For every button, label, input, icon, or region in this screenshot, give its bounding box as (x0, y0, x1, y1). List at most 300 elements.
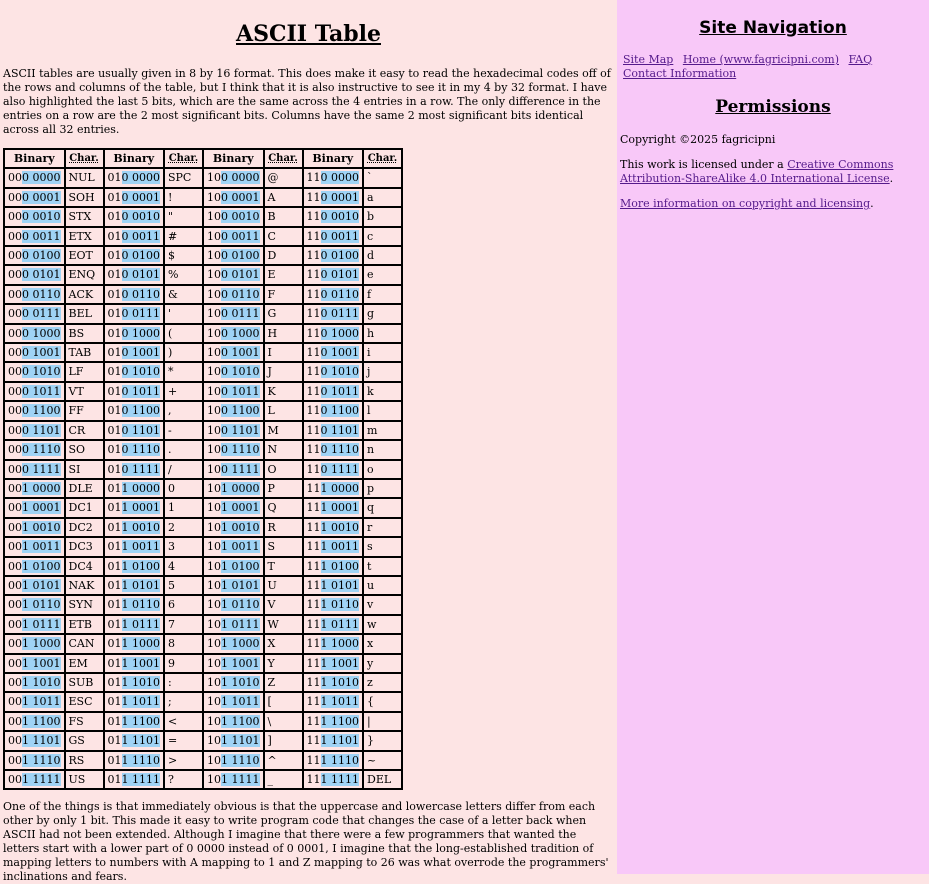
char-cell: ENQ (65, 265, 104, 284)
binary-prefix: 00 (8, 714, 22, 728)
binary-prefix: 00 (8, 190, 22, 204)
char-cell: 9 (164, 654, 203, 673)
char-cell: t (363, 557, 402, 576)
binary-low-bits: 1 1010 (121, 675, 160, 689)
binary-cell (104, 421, 165, 440)
char-cell: GS (65, 731, 104, 750)
char-cell: FS (65, 712, 104, 731)
binary-low-bits: 0 0011 (221, 229, 260, 243)
binary-cell (303, 304, 364, 323)
char-cell: + (164, 382, 203, 401)
binary-cell (203, 673, 264, 692)
char-cell: h (363, 324, 402, 343)
binary-prefix: 00 (8, 598, 22, 612)
binary-prefix: 00 (8, 617, 22, 631)
binary-prefix: 10 (207, 675, 221, 689)
char-cell: B (264, 207, 303, 226)
char-cell: M (264, 421, 303, 440)
binary-low-bits: 1 1001 (221, 656, 260, 670)
char-cell: ' (164, 304, 203, 323)
char-cell: F (264, 285, 303, 304)
binary-cell (4, 285, 65, 304)
binary-prefix: 11 (306, 365, 321, 379)
binary-cell (104, 634, 165, 653)
binary-prefix: 11 (306, 404, 321, 418)
binary-low-bits: 0 1000 (221, 326, 260, 340)
binary-low-bits: 1 1000 (121, 637, 160, 651)
binary-low-bits: 1 0010 (221, 520, 260, 534)
binary-prefix: 01 (107, 229, 122, 243)
char-cell: EOT (65, 246, 104, 265)
binary-prefix: 10 (207, 695, 221, 709)
binary-low-bits: 0 0010 (121, 210, 160, 224)
char-cell: u (363, 576, 402, 595)
binary-prefix: 00 (8, 326, 22, 340)
char-cell: : (164, 673, 203, 692)
char-cell: BS (65, 324, 104, 343)
binary-prefix: 10 (207, 307, 221, 321)
binary-low-bits: 1 0100 (320, 559, 359, 573)
char-cell: DC1 (65, 498, 104, 517)
char-cell: SI (65, 460, 104, 479)
char-cell: , (164, 401, 203, 420)
binary-prefix: 01 (107, 578, 122, 592)
table-row (4, 401, 402, 420)
binary-cell (104, 498, 165, 517)
char-cell: ^ (264, 751, 303, 770)
faq-link[interactable]: FAQ (848, 53, 873, 66)
char-cell: 4 (164, 557, 203, 576)
binary-cell (303, 188, 364, 207)
binary-cell (203, 207, 264, 226)
binary-low-bits: 1 0101 (121, 578, 160, 592)
header-binary: Binary (4, 149, 65, 168)
binary-prefix: 11 (306, 346, 321, 360)
binary-low-bits: 1 1100 (121, 714, 160, 728)
binary-cell (303, 615, 364, 634)
table-row (4, 479, 402, 498)
char-cell: 0 (164, 479, 203, 498)
binary-cell (303, 673, 364, 692)
char-cell: Q (264, 498, 303, 517)
char-cell: z (363, 673, 402, 692)
binary-cell (303, 343, 364, 362)
binary-cell (303, 654, 364, 673)
binary-prefix: 10 (207, 559, 221, 573)
binary-cell (4, 673, 65, 692)
table-header-row (4, 149, 402, 168)
binary-prefix: 11 (306, 578, 321, 592)
binary-prefix: 01 (107, 540, 122, 554)
binary-low-bits: 1 0010 (22, 520, 61, 534)
binary-low-bits: 0 0100 (22, 249, 61, 263)
binary-low-bits: 0 0111 (320, 307, 359, 321)
binary-prefix: 11 (306, 210, 321, 224)
char-cell: P (264, 479, 303, 498)
binary-low-bits: 1 1011 (22, 695, 61, 709)
binary-prefix: 01 (107, 714, 122, 728)
char-cell: } (363, 731, 402, 750)
char-cell: BEL (65, 304, 104, 323)
binary-low-bits: 0 0111 (121, 307, 160, 321)
binary-prefix: 00 (8, 171, 22, 185)
copyright-info-link[interactable]: More information on copyright and licensing (620, 197, 871, 210)
binary-cell (4, 207, 65, 226)
binary-cell (303, 518, 364, 537)
binary-low-bits: 1 0110 (221, 598, 260, 612)
char-cell: R (264, 518, 303, 537)
table-row (4, 421, 402, 440)
char-cell: STX (65, 207, 104, 226)
license-prefix: This work is licensed under a (620, 158, 788, 171)
binary-prefix: 00 (8, 520, 22, 534)
binary-prefix: 11 (306, 520, 321, 534)
binary-low-bits: 1 0011 (320, 540, 359, 554)
intro-paragraph: ASCII tables are usually given in 8 by 16 format. This does make it easy to read the hexadecimal codes off of the rows and columns of the table, but I think that it is also instructive to see it in my 4 by 32 format. I have also highlighted the last 5 bits, which are the same across the 4 entries in a row. The only difference in the entries on a row are the 2 most significant bits. Columns have the same 2 most significant bits identical across all 32 entries. (3, 67, 611, 136)
binary-cell (203, 479, 264, 498)
char-cell: _ (264, 770, 303, 789)
binary-prefix: 01 (107, 210, 122, 224)
binary-prefix: 10 (207, 540, 221, 554)
char-cell: i (363, 343, 402, 362)
binary-low-bits: 0 0001 (320, 190, 359, 204)
header-binary: Binary (104, 149, 165, 168)
site-map-link[interactable]: Site Map (623, 53, 674, 66)
char-cell: b (363, 207, 402, 226)
binary-cell (4, 498, 65, 517)
binary-prefix: 01 (107, 365, 122, 379)
binary-low-bits: 1 0111 (221, 617, 260, 631)
binary-cell (203, 518, 264, 537)
char-cell: DC3 (65, 537, 104, 556)
binary-low-bits: 1 0001 (22, 501, 61, 515)
char-cell: SPC (164, 168, 203, 187)
header-char: Char. (264, 149, 303, 168)
binary-low-bits: 1 1110 (320, 753, 359, 767)
table-row (4, 498, 402, 517)
binary-cell (303, 285, 364, 304)
char-cell: 8 (164, 634, 203, 653)
contact-information-link[interactable]: Contact Information (623, 67, 737, 80)
table-row (4, 770, 402, 789)
char-cell: > (164, 751, 203, 770)
ascii-table (3, 148, 403, 790)
binary-low-bits: 0 0110 (221, 287, 260, 301)
binary-cell (4, 770, 65, 789)
binary-cell (203, 401, 264, 420)
binary-low-bits: 1 1111 (320, 773, 359, 786)
char-cell: SUB (65, 673, 104, 692)
binary-low-bits: 1 0010 (320, 520, 359, 534)
binary-low-bits: 1 1101 (22, 734, 61, 748)
char-cell: c (363, 227, 402, 246)
binary-cell (104, 401, 165, 420)
char-cell: C (264, 227, 303, 246)
binary-low-bits: 1 0110 (121, 598, 160, 612)
char-cell: y (363, 654, 402, 673)
header-char: Char. (363, 149, 402, 168)
table-row (4, 246, 402, 265)
table-row (4, 673, 402, 692)
char-cell: e (363, 265, 402, 284)
binary-cell (303, 227, 364, 246)
binary-prefix: 11 (306, 249, 321, 263)
home-link[interactable]: Home (www.fagricipni.com) (682, 53, 839, 66)
binary-cell (104, 382, 165, 401)
binary-prefix: 11 (306, 559, 321, 573)
char-cell: ! (164, 188, 203, 207)
binary-low-bits: 1 1100 (221, 714, 260, 728)
binary-low-bits: 1 0100 (22, 559, 61, 573)
binary-prefix: 10 (207, 773, 221, 786)
char-cell: ` (363, 168, 402, 187)
binary-low-bits: 0 1000 (320, 326, 359, 340)
binary-low-bits: 0 0110 (121, 287, 160, 301)
char-cell: SO (65, 440, 104, 459)
binary-prefix: 10 (207, 520, 221, 534)
binary-low-bits: 0 0001 (22, 190, 61, 204)
binary-low-bits: 1 0101 (221, 578, 260, 592)
binary-prefix: 01 (107, 423, 122, 437)
table-row (4, 343, 402, 362)
binary-cell (104, 304, 165, 323)
binary-prefix: 01 (107, 404, 122, 418)
sidebar (617, 0, 929, 874)
binary-prefix: 10 (207, 656, 221, 670)
binary-low-bits: 0 1001 (320, 346, 359, 360)
binary-low-bits: 1 0001 (320, 501, 359, 515)
binary-prefix: 00 (8, 559, 22, 573)
permissions-heading: Permissions (715, 97, 831, 117)
binary-cell (303, 692, 364, 711)
char-cell: 5 (164, 576, 203, 595)
binary-low-bits: 1 1110 (22, 753, 61, 767)
table-row (4, 285, 402, 304)
char-cell: I (264, 343, 303, 362)
binary-cell (303, 595, 364, 614)
char-cell: L (264, 401, 303, 420)
binary-cell (104, 673, 165, 692)
table-row (4, 304, 402, 323)
binary-low-bits: 0 1010 (121, 365, 160, 379)
char-cell: & (164, 285, 203, 304)
binary-low-bits: 0 1111 (22, 462, 61, 476)
binary-cell (104, 362, 165, 381)
char-cell: H (264, 324, 303, 343)
binary-cell (4, 537, 65, 556)
binary-low-bits: 1 0000 (22, 481, 61, 495)
ascii-table-body (4, 168, 402, 789)
header-binary: Binary (203, 149, 264, 168)
binary-cell (203, 421, 264, 440)
binary-prefix: 10 (207, 249, 221, 263)
binary-cell (4, 692, 65, 711)
char-cell: [ (264, 692, 303, 711)
char-cell: A (264, 188, 303, 207)
binary-prefix: 10 (207, 598, 221, 612)
char-cell: G (264, 304, 303, 323)
binary-low-bits: 1 0010 (121, 520, 160, 534)
binary-low-bits: 1 1110 (221, 753, 260, 767)
binary-prefix: 11 (306, 734, 321, 748)
binary-low-bits: 0 0001 (221, 190, 260, 204)
binary-prefix: 10 (207, 229, 221, 243)
binary-low-bits: 0 1001 (121, 346, 160, 360)
binary-low-bits: 1 0110 (22, 598, 61, 612)
binary-low-bits: 0 1101 (320, 423, 359, 437)
table-row (4, 654, 402, 673)
binary-cell (203, 557, 264, 576)
char-cell: VT (65, 382, 104, 401)
binary-prefix: 11 (306, 423, 321, 437)
binary-low-bits: 0 0010 (221, 210, 260, 224)
binary-prefix: 00 (8, 753, 22, 767)
binary-cell (303, 712, 364, 731)
binary-prefix: 10 (207, 734, 221, 748)
binary-cell (104, 615, 165, 634)
char-cell: s (363, 537, 402, 556)
binary-prefix: 01 (107, 753, 122, 767)
table-row (4, 537, 402, 556)
char-cell: CAN (65, 634, 104, 653)
binary-prefix: 11 (306, 656, 321, 670)
more-info-suffix: . (870, 197, 874, 210)
binary-cell (203, 265, 264, 284)
binary-cell (203, 595, 264, 614)
char-cell: N (264, 440, 303, 459)
binary-prefix: 10 (207, 268, 221, 282)
binary-prefix: 01 (107, 307, 122, 321)
binary-low-bits: 1 1000 (221, 637, 260, 651)
binary-cell (303, 168, 364, 187)
binary-low-bits: 1 1000 (22, 637, 61, 651)
binary-low-bits: 0 1101 (22, 423, 61, 437)
binary-prefix: 01 (107, 598, 122, 612)
binary-prefix: 10 (207, 404, 221, 418)
binary-cell (303, 537, 364, 556)
binary-prefix: 01 (107, 520, 122, 534)
binary-cell (203, 576, 264, 595)
binary-low-bits: 0 0001 (121, 190, 160, 204)
header-binary: Binary (303, 149, 364, 168)
binary-cell (203, 324, 264, 343)
table-row (4, 265, 402, 284)
binary-low-bits: 0 1011 (221, 384, 260, 398)
binary-cell (4, 188, 65, 207)
binary-cell (4, 343, 65, 362)
binary-prefix: 10 (207, 637, 221, 651)
binary-prefix: 10 (207, 443, 221, 457)
binary-prefix: 01 (107, 443, 122, 457)
binary-cell (4, 168, 65, 187)
char-cell: ) (164, 343, 203, 362)
char-cell: f (363, 285, 402, 304)
binary-cell (303, 324, 364, 343)
binary-cell (4, 460, 65, 479)
binary-low-bits: 0 1010 (320, 365, 359, 379)
license-link[interactable]: Creative Commons Attribution-ShareAlike 4.0 International License (620, 158, 894, 185)
binary-low-bits: 1 1001 (22, 656, 61, 670)
binary-cell (203, 498, 264, 517)
binary-low-bits: 0 0100 (221, 249, 260, 263)
binary-low-bits: 0 0100 (320, 249, 359, 263)
binary-prefix: 00 (8, 540, 22, 554)
binary-cell (104, 440, 165, 459)
char-cell: 2 (164, 518, 203, 537)
binary-cell (4, 479, 65, 498)
binary-cell (104, 518, 165, 537)
binary-prefix: 11 (306, 714, 321, 728)
binary-low-bits: 0 0010 (22, 210, 61, 224)
binary-prefix: 11 (306, 540, 321, 554)
binary-prefix: 00 (8, 210, 22, 224)
binary-low-bits: 0 1001 (22, 346, 61, 360)
char-cell: V (264, 595, 303, 614)
binary-low-bits: 0 1110 (121, 443, 160, 457)
binary-low-bits: 0 0110 (320, 287, 359, 301)
char-cell: Y (264, 654, 303, 673)
binary-cell (203, 362, 264, 381)
site-navigation-heading: Site Navigation (699, 18, 847, 38)
binary-low-bits: 1 1101 (221, 734, 260, 748)
binary-low-bits: 0 0000 (221, 171, 260, 185)
binary-prefix: 10 (207, 501, 221, 515)
binary-low-bits: 0 0000 (121, 171, 160, 185)
binary-prefix: 11 (306, 753, 321, 767)
binary-low-bits: 1 0000 (121, 481, 160, 495)
binary-prefix: 01 (107, 695, 122, 709)
table-row (4, 634, 402, 653)
table-row (4, 557, 402, 576)
binary-low-bits: 0 1110 (320, 443, 359, 457)
binary-low-bits: 1 1011 (221, 695, 260, 709)
binary-prefix: 00 (8, 481, 22, 495)
more-info-text (620, 197, 920, 211)
char-cell: ESC (65, 692, 104, 711)
binary-low-bits: 0 0100 (121, 249, 160, 263)
binary-prefix: 01 (107, 773, 122, 786)
char-cell: q (363, 498, 402, 517)
char-cell: x (363, 634, 402, 653)
binary-prefix: 00 (8, 229, 22, 243)
char-cell: = (164, 731, 203, 750)
binary-low-bits: 1 0100 (221, 559, 260, 573)
binary-cell (303, 460, 364, 479)
binary-low-bits: 1 0110 (320, 598, 359, 612)
binary-cell (104, 246, 165, 265)
binary-prefix: 01 (107, 656, 122, 670)
binary-prefix: 10 (207, 287, 221, 301)
char-cell: DC2 (65, 518, 104, 537)
binary-low-bits: 1 0111 (121, 617, 160, 631)
char-cell: U (264, 576, 303, 595)
license-text (620, 158, 920, 186)
binary-low-bits: 1 0101 (320, 578, 359, 592)
binary-cell (4, 440, 65, 459)
binary-cell (303, 479, 364, 498)
binary-low-bits: 1 1010 (22, 675, 61, 689)
binary-low-bits: 0 1010 (221, 365, 260, 379)
binary-cell (203, 343, 264, 362)
char-cell: ~ (363, 751, 402, 770)
char-cell: T (264, 557, 303, 576)
binary-low-bits: 1 1010 (320, 675, 359, 689)
binary-prefix: 00 (8, 462, 22, 476)
binary-low-bits: 1 0111 (320, 617, 359, 631)
binary-cell (104, 557, 165, 576)
binary-prefix: 10 (207, 190, 221, 204)
binary-cell (203, 615, 264, 634)
